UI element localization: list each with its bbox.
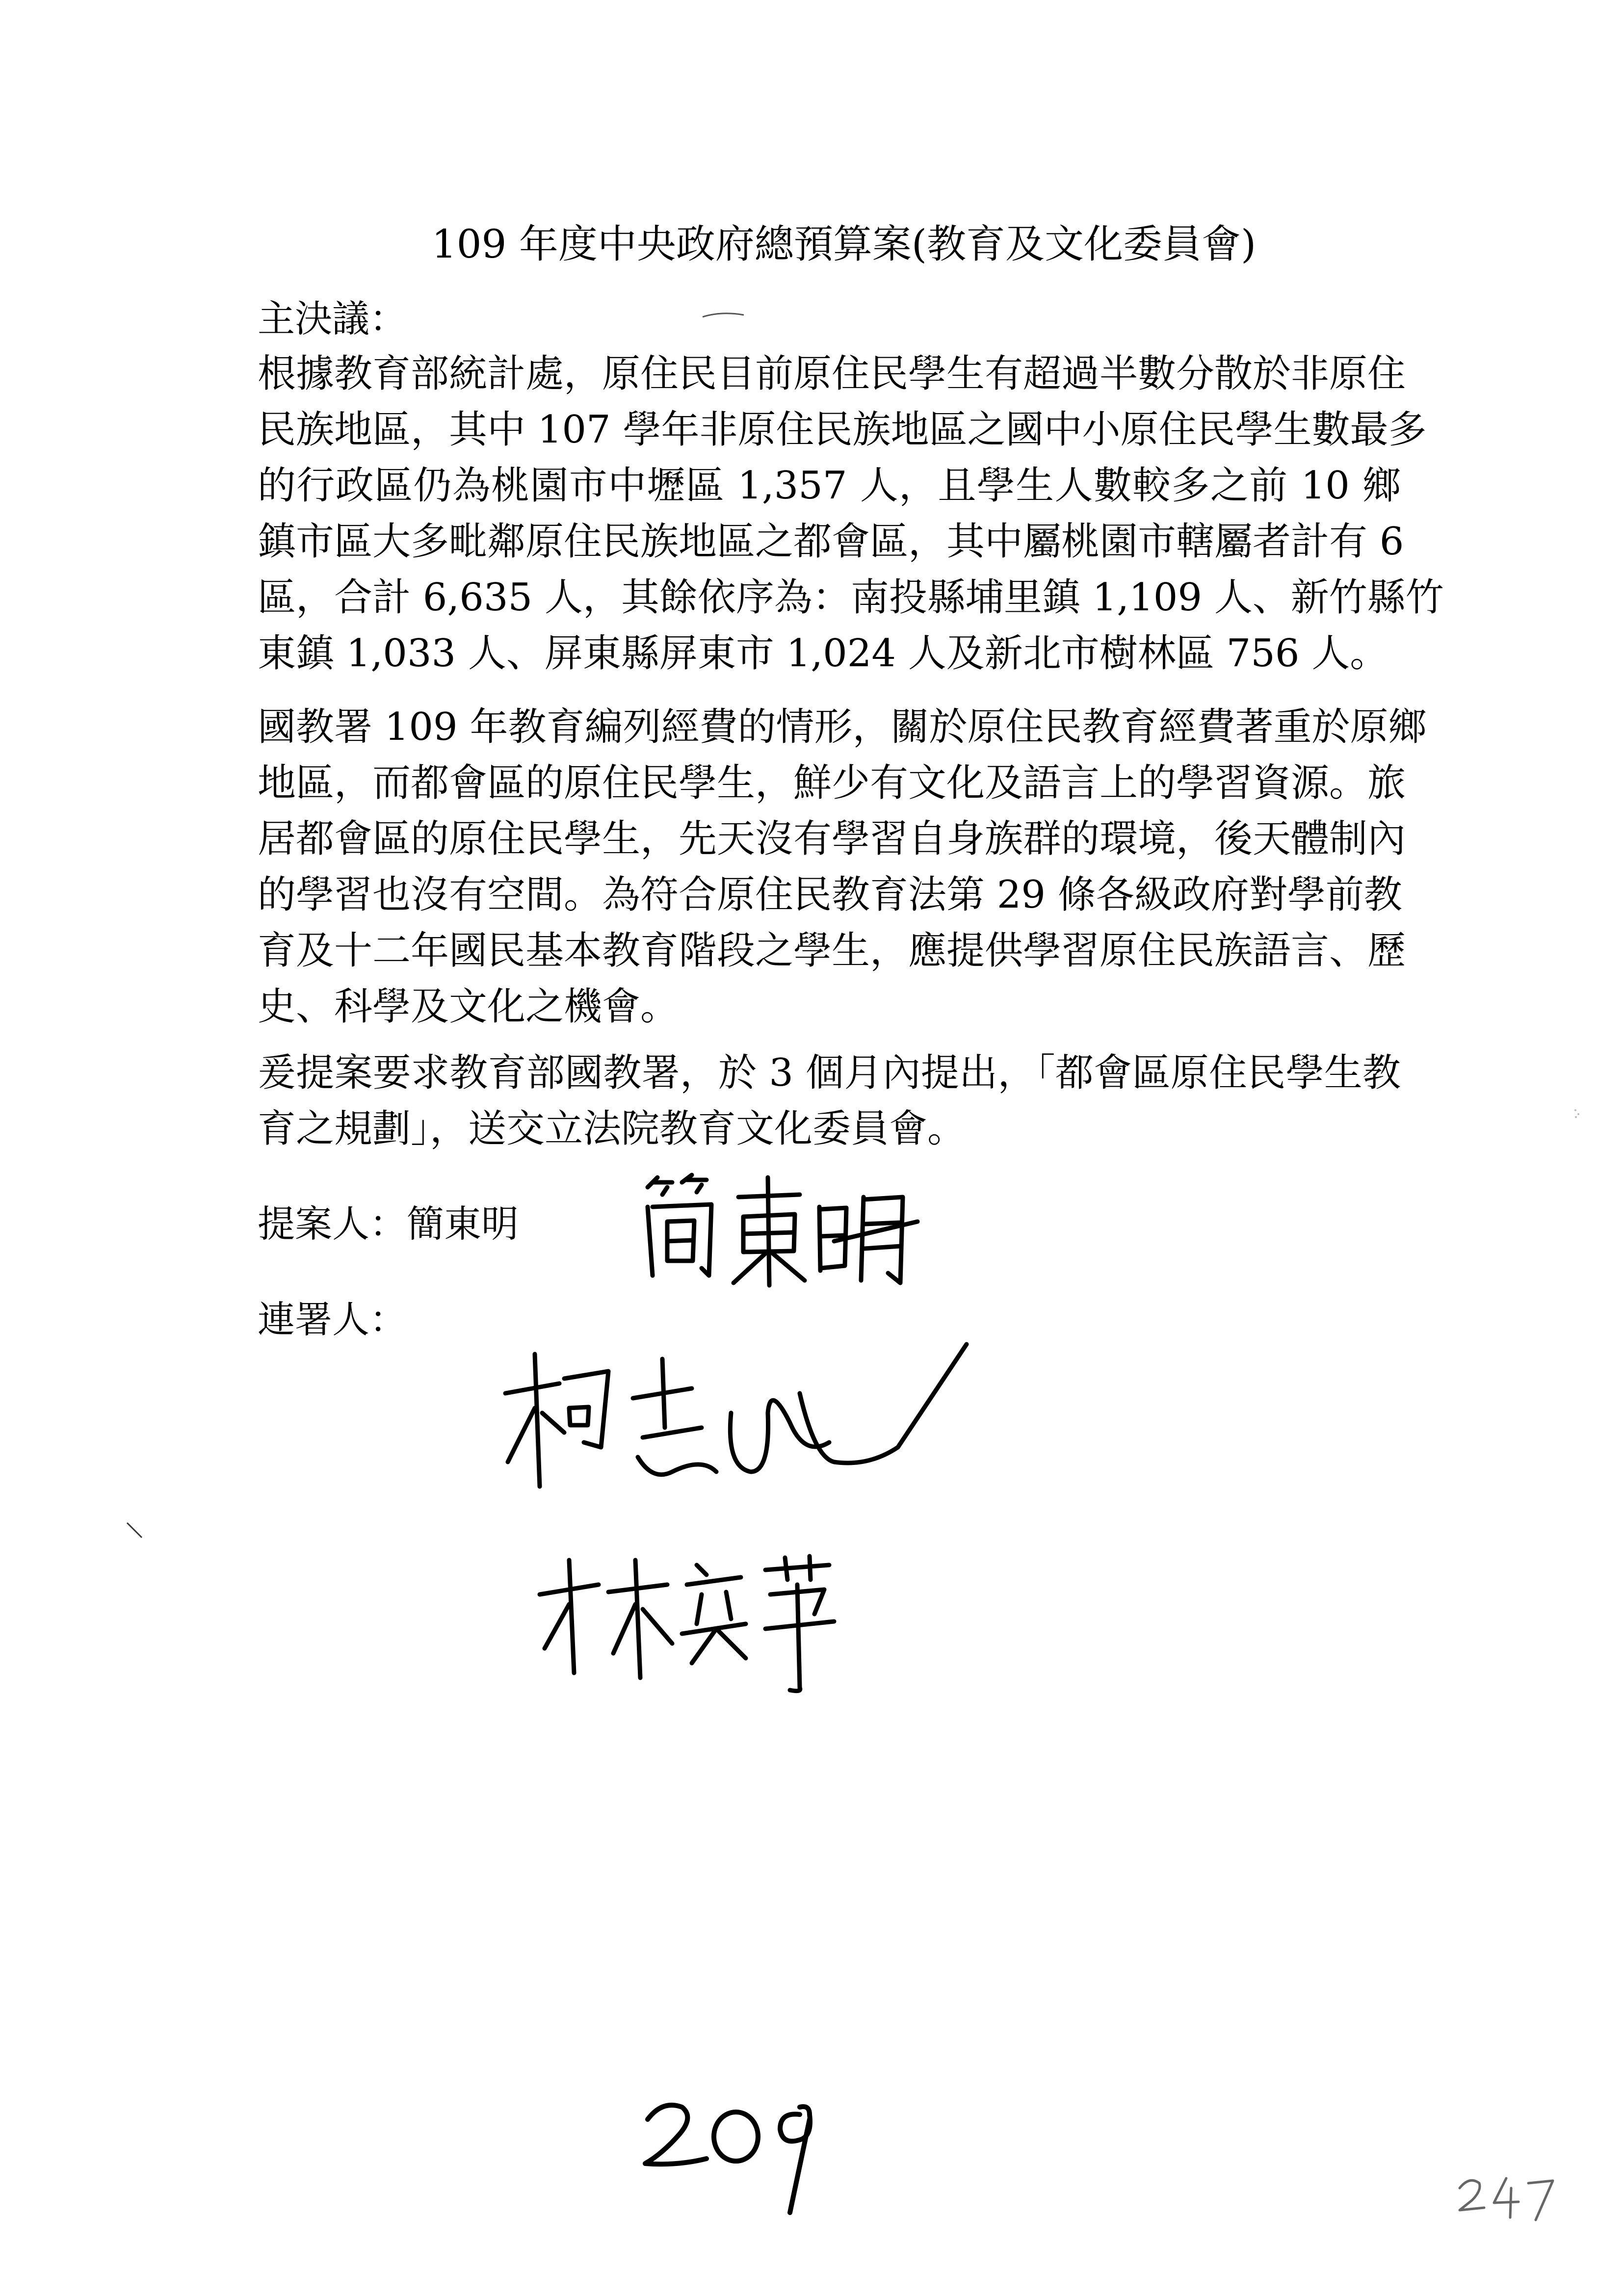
paragraph-line: 育及十二年國民基本教育階段之學生，應提供學習原住民族語言、歷	[258, 929, 1406, 973]
paragraph-line: 鎮市區大多毗鄰原住民族地區之都會區，其中屬桃園市轄屬者計有 6	[258, 520, 1404, 564]
margin-number	[1452, 2168, 1560, 2227]
paragraph-line: 根據教育部統計處，原住民目前原住民學生有超過半數分散於非原住	[258, 352, 1406, 396]
paragraph-line: 東鎮 1,033 人、屏東縣屏東市 1,024 人及新北市樹林區 756 人。	[258, 631, 1388, 676]
paragraph-line: 的學習也沒有空間。為符合原住民教育法第 29 條各級政府對學前教	[258, 873, 1402, 917]
paragraph-line: 史、科學及文化之機會。	[258, 985, 679, 1029]
paragraph-line: 地區，而都會區的原住民學生，鮮少有文化及語言上的學習資源。旅	[258, 761, 1406, 805]
document-title: 109 年度中央政府總預算案(教育及文化委員會)	[431, 221, 1257, 267]
scan-speck	[1572, 1106, 1582, 1121]
paragraph-line: 區，合計 6,635 人，其餘依序為：南投縣埔里鎮 1,109 人、新竹縣竹	[258, 575, 1444, 620]
paragraph-1	[258, 346, 1444, 681]
handwritten-page-number	[633, 2085, 868, 2232]
paragraph-line: 居都會區的原住民學生，先天沒有學習自身族群的環境，後天體制內	[258, 817, 1406, 861]
proposer-label: 提案人：簡東明	[258, 1202, 519, 1246]
paragraph-3	[258, 1045, 1401, 1157]
cosigner-label: 連署人：	[258, 1298, 407, 1341]
stray-tick	[125, 1521, 145, 1540]
paragraph-line: 爰提案要求教育部國教署，於 3 個月內提出，「都會區原住民學生教	[258, 1051, 1401, 1095]
paragraph-2	[258, 699, 1427, 1035]
paragraph-line: 育之規劃」，送交立法院教育文化委員會。	[258, 1107, 966, 1151]
paragraph-line: 的行政區仍為桃園市中壢區 1,357 人，且學生人數較多之前 10 鄉	[258, 464, 1401, 508]
proposer-signature	[638, 1168, 922, 1295]
paragraph-line: 民族地區，其中 107 學年非原住民族地區之國中小原住民學生數最多	[258, 408, 1427, 452]
paragraph-line: 國教署 109 年教育編列經費的情形，關於原住民教育經費著重於原鄉	[258, 705, 1427, 749]
stray-mark	[702, 310, 746, 320]
cosigner-signature-1	[496, 1325, 976, 1521]
resolution-label: 主決議：	[258, 297, 407, 340]
cosigner-signature-2	[535, 1550, 878, 1697]
